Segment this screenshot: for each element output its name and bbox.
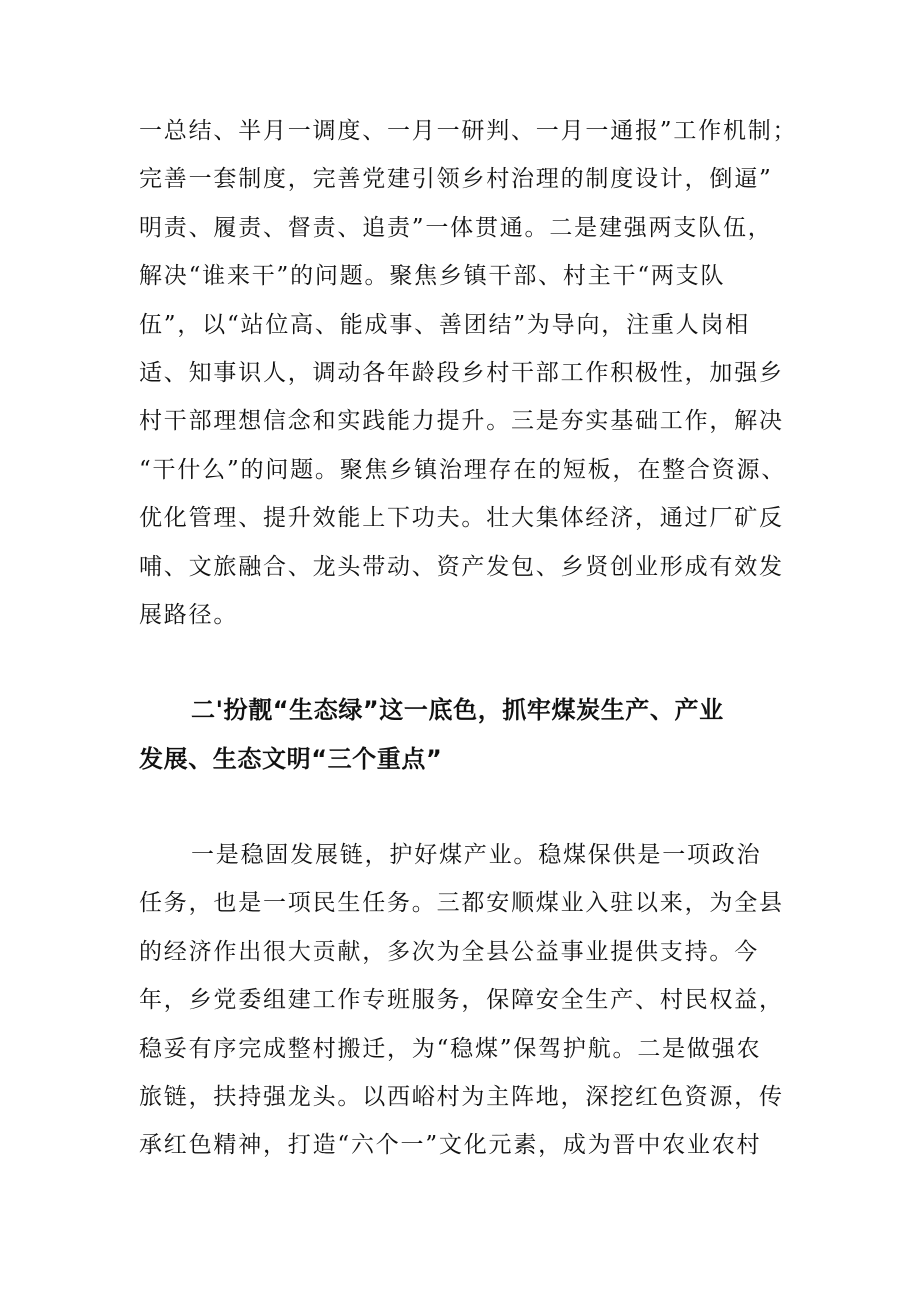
paragraph-line: 一总结、半月一调度、一月一研判、一月一通报”工作机制；	[139, 118, 798, 144]
paragraph-line: 的经济作出很大贡献，多次为全县公益事业提供支持。今	[139, 938, 759, 965]
paragraph-line: “干什么”的问题。聚焦乡镇治理存在的短板，在整合资源、	[139, 456, 787, 483]
body-paragraph	[139, 107, 798, 639]
paragraph-line: 优化管理、提升效能上下功夫。壮大集体经济，通过厂矿反	[139, 505, 784, 532]
paragraph-line: 伍”，以“站位高、能成事、善团结”为导向，注重人岗相	[139, 311, 751, 338]
paragraph-line: 村干部理想信念和实践能力提升。三是夯实基础工作，解决	[139, 408, 784, 435]
paragraph-line: 明责、履责、督责、追责”一体贯通。二是建强两支队伍，	[139, 214, 773, 241]
paragraph-line: 适、知事识人，调动各年龄段乡村干部工作积极性，加强乡	[139, 359, 784, 386]
paragraph-line: 哺、文旅融合、龙头带动、资产发包、乡贤创业形成有效发	[139, 553, 784, 580]
paragraph-line: 旅链，扶持强龙头。以西峪村为主阵地，深挖红色资源，传	[139, 1083, 784, 1110]
heading-line: 二'扮靓“生态绿”这一底色，抓牢煤炭生产、产业	[191, 696, 724, 724]
paragraph-line: 年，乡党委组建工作专班服务，保障安全生产、村民权益，	[139, 987, 784, 1014]
paragraph-line: 解决“谁来干”的问题。聚焦乡镇干部、村主干“两支队	[139, 263, 726, 290]
paragraph-line: 任务，也是一项民生任务。三都安顺煤业入驻以来，为全县	[139, 890, 784, 917]
paragraph-line: 展路径。	[139, 601, 239, 628]
paragraph-line: 稳妥有序完成整村搬迁，为“稳煤”保驾护航。二是做强农	[139, 1035, 762, 1062]
heading-line: 发展、生态文明“三个重点”	[139, 745, 443, 773]
section-heading	[139, 686, 789, 784]
paragraph-line: 一是稳固发展链，护好煤产业。稳煤保供是一项政治	[191, 842, 762, 868]
paragraph-line: 完善一套制度，完善党建引领乡村治理的制度设计，倒逼”	[139, 166, 773, 193]
paragraph-line: 承红色精神，打造“六个一”文化元素，成为晋中农业农村	[139, 1132, 762, 1159]
body-paragraph	[139, 831, 789, 1170]
